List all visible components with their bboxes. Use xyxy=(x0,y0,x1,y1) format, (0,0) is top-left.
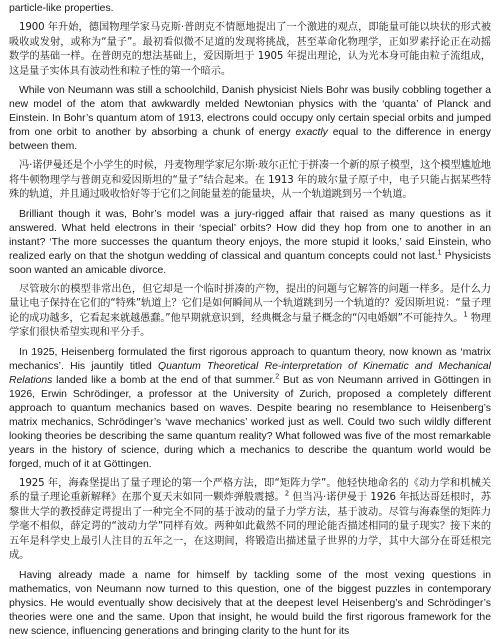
paragraph-text: 1925 年，海森堡提出了量子理论的第一个严格方法，即“矩阵力学”。他轻快地命名的《动力学和机械关系的量子理论重新解释》在那个夏天末如同一颗炸弹般震撼。 xyxy=(9,477,491,503)
footnote-marker: 1 xyxy=(437,249,442,257)
chinese-paragraph xyxy=(9,159,491,203)
paragraph-text: 冯·诺伊曼还是个小学生的时候，丹麦物理学家尼尔斯·玻尔正忙于拼凑一个新的原子模型，这个模型尴尬地将牛顿物理学与普朗克和爱因斯坦的“量子”结合起来。在 1913 年的玻尔量子原子中，电子只能占据某些特殊的轨道，并且通过吸收恰好等于它们之间能量差的能量块，从一个轨道跳到另一个轨道。 xyxy=(9,160,491,200)
paragraph-text: landed like a bomb at the end of that summer. xyxy=(52,374,276,386)
english-paragraph xyxy=(9,2,491,16)
chinese-paragraph xyxy=(9,283,491,341)
english-paragraph xyxy=(9,208,491,278)
chinese-paragraph xyxy=(9,477,491,564)
footnote-marker: 2 xyxy=(284,489,290,498)
english-paragraph xyxy=(9,569,491,639)
paragraph-text: 物理学家们很快希望实现和平分手。 xyxy=(9,312,491,338)
paragraph-text: Brilliant though it was, Bohr’s model was a jury-rigged affair that raised as many questions as it answered. What held electrons in their ‘special’ orbits? How did they hop from one to another in an instant? ‘The more successes the quantum theory enjoys, the more stupid it looks,’ said Einstein, who realized early on that the shotgun wedding of classical and quantum concepts could not last. xyxy=(9,208,491,262)
english-paragraph xyxy=(9,346,491,472)
italic-text: exactly xyxy=(295,127,328,138)
english-paragraph xyxy=(9,84,491,154)
paragraph-text: While von Neumann was still a schoolchild, Danish physicist Niels Bohr was busily cobbling together a new model of the atom that awkwardly melded Newtonian physics with the ‘quanta’ of Planck and Einstein. In Bohr’s quantum atom of 1913, electrons could occupy only certain special orbits and jumped from one orbit to another by absorbing a chunk of energy xyxy=(9,85,491,138)
paragraph-text: 尽管玻尔的模型非常出色，但它却是一个临时拼凑的产物，提出的问题与它解答的问题一样多。是什么力量让电子保持在它们的“特殊”轨道上？它们是如何瞬间从一个轨道跳到另一个轨道的？爱因斯坦说：“量子理论的成功越多，它看起来就越愚蠢。”他早期就意识到，经典概念与量子概念的“闪电婚姻”不可能持久。 xyxy=(9,283,491,324)
footnote-marker: 1 xyxy=(463,310,468,319)
chinese-paragraph xyxy=(9,21,491,79)
italic-text: Quantum Theoretical Re-interpretation of Kinematic and Mechanical Relations xyxy=(9,360,491,386)
paragraph-text: In 1925, Heisenberg formulated the first rigorous approach to quantum theory, now known as ‘matrix mechanics’. His jauntily titled xyxy=(9,346,491,372)
paragraph-text: 1900 年升始，德国物理学家马克斯·普朗克不情愿地提出了一个激进的观点，即能量可能以块状的形式被吸收或发射，或称为“量子”。最初看似微不足道的发现将挑战，甚至革命化物理学，正如罗素抒论正在动摇数学的基础一样。在普朗克的想法基础上，爱因斯坦于 1905 年提出理论，认为光本身可能由粒子流组成，这是量子实体具有波动性和粒子性的第一个暗示。 xyxy=(9,22,491,77)
paragraph-text: Having already made a name for himself by tackling some of the most vexing questions in mathematics, von Neumann now turned to this question, one of the biggest puzzles in contemporary physics. He would eventually show decisively that at the deepest level Heisenberg’s and Schrödinger’s theories were one and the same. Upon that insight, he would build the first rigorous framework for the new science, influencing generations and bringing clarity to the hunt for its xyxy=(9,569,491,637)
footnote-marker: 2 xyxy=(275,373,280,381)
paragraph-text: particle-like properties. xyxy=(9,3,114,14)
paragraph-text: Physicists soon wanted an amicable divorce. xyxy=(9,250,491,276)
paragraph-text: But as von Neumann arrived in Göttingen in 1926, Erwin Schrödinger, a professor at the University of Zurich, proposed a completely different approach to quantum mechanics based on waves. Despite bearing no resemblance to Heisenberg’s matrix mechanics, Schrödinger’s ‘wave mechanics’ worked just as well. Could two such wildly different looking theories be describing the same quantum reality? What followed was five of the most remarkable years in the history of science, during which a mechanics to describe the quantum world would be forged, much of it at Göttingen. xyxy=(9,374,492,470)
paragraph-text: 但当冯·诺伊曼于 1926 年抵达哥廷根时，苏黎世大学的教授薛定谔提出了一种完全不同的基于波动的量子力学方法，基于波动。尽管与海森堡的矩阵力学毫不相似，薛定谔的“波动力学”同样有效。两种如此截然不同的理论能否描述相同的量子现实？接下来的五年是科学史上最引人注目的五年之一，在这期间，将锻造出描述量子世界的力学，其中大部分在哥廷根完成。 xyxy=(9,492,491,561)
paragraph-text: equal to the difference in energy between them. xyxy=(9,127,491,152)
